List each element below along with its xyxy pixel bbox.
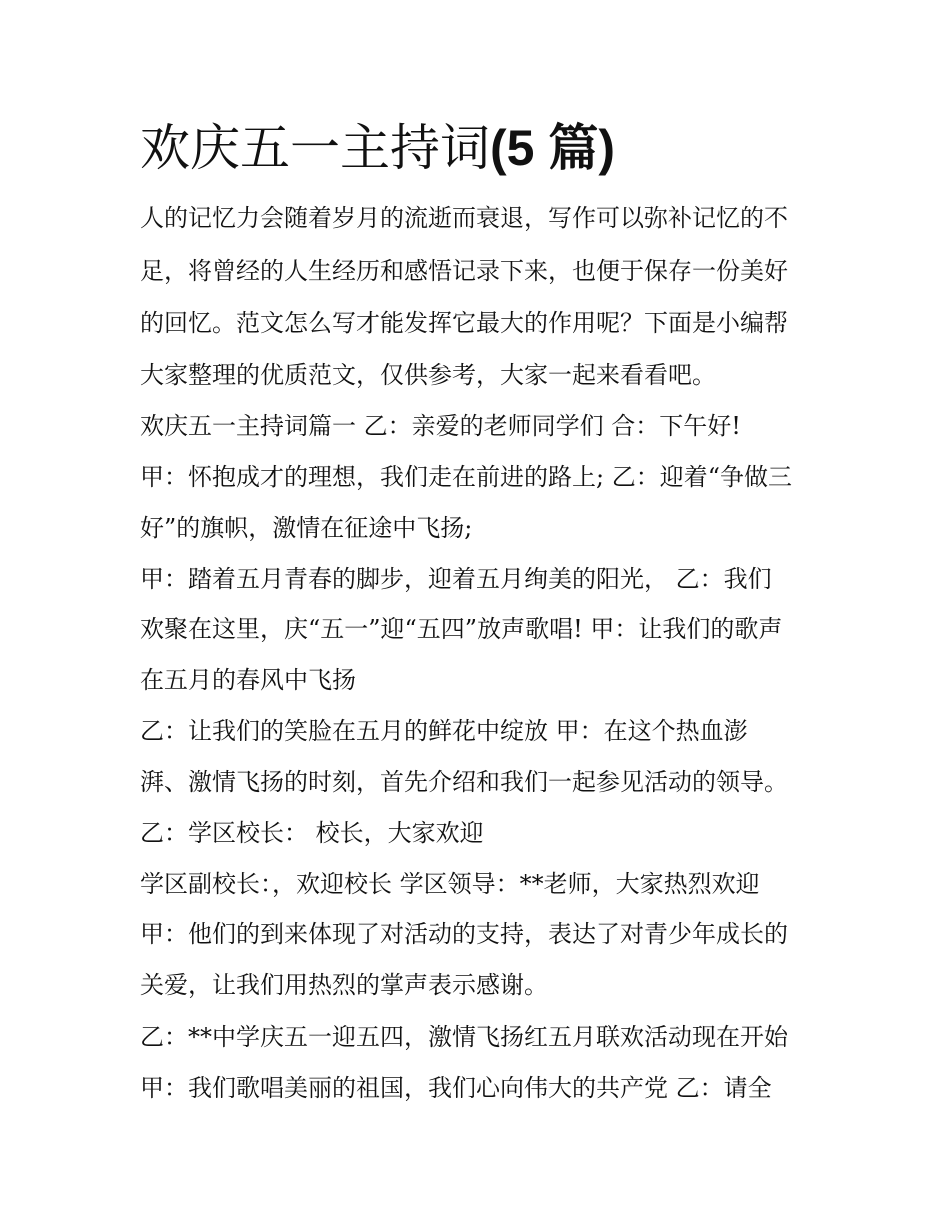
paragraph-line: 的回忆。范文怎么写才能发挥它最大的作用呢？下面是小编帮 bbox=[140, 309, 788, 337]
paragraph-line: 好”的旗帜，激情在征途中飞扬; bbox=[140, 514, 473, 542]
paragraph-line: 欢庆五一主持词篇一 乙：亲爱的老师同学们 合：下午好! bbox=[140, 412, 741, 440]
paragraph-line: 甲：踏着五月青春的脚步，迎着五月绚美的阳光， 乙：我们 bbox=[140, 565, 772, 593]
paragraph-line: 甲：怀抱成才的理想，我们走在前进的路上; 乙：迎着“争做三 bbox=[140, 463, 792, 491]
paragraph-line: 乙：学区校长： 校长，大家欢迎 bbox=[140, 819, 484, 847]
paragraph-line: 大家整理的优质范文，仅供参考，大家一起来看看吧。 bbox=[140, 361, 716, 389]
paragraph-line: 在五月的春风中飞扬 bbox=[140, 666, 356, 694]
paragraph-line: 足，将曾经的人生经历和感悟记录下来，也便于保存一份美好 bbox=[140, 257, 788, 285]
title-suffix: (5 篇) bbox=[490, 120, 615, 176]
paragraph-line: 人的记忆力会随着岁月的流逝而衰退，写作可以弥补记忆的不 bbox=[140, 204, 788, 232]
title-main: 欢庆五一主持词 bbox=[140, 119, 490, 177]
paragraph-line: 关爱，让我们用热烈的掌声表示感谢。 bbox=[140, 971, 548, 999]
paragraph-line: 乙：**中学庆五一迎五四，激情飞扬红五月联欢活动现在开始 bbox=[140, 1023, 788, 1051]
paragraph-line: 学区副校长：，欢迎校长 学区领导：**老师，大家热烈欢迎 bbox=[140, 870, 760, 898]
paragraph-line: 乙：让我们的笑脸在五月的鲜花中绽放 甲：在这个热血澎 bbox=[140, 717, 748, 745]
paragraph-line: 甲：他们的到来体现了对活动的支持，表达了对青少年成长的 bbox=[140, 920, 788, 948]
paragraph-line: 甲：我们歌唱美丽的祖国，我们心向伟大的共产党 乙：请全 bbox=[140, 1074, 772, 1102]
paragraph-line: 湃、激情飞扬的时刻，首先介绍和我们一起参见活动的领导。 bbox=[140, 768, 788, 796]
paragraph-line: 欢聚在这里，庆“五一”迎“五四”放声歌唱! 甲：让我们的歌声 bbox=[140, 615, 783, 643]
document-title bbox=[140, 118, 615, 178]
